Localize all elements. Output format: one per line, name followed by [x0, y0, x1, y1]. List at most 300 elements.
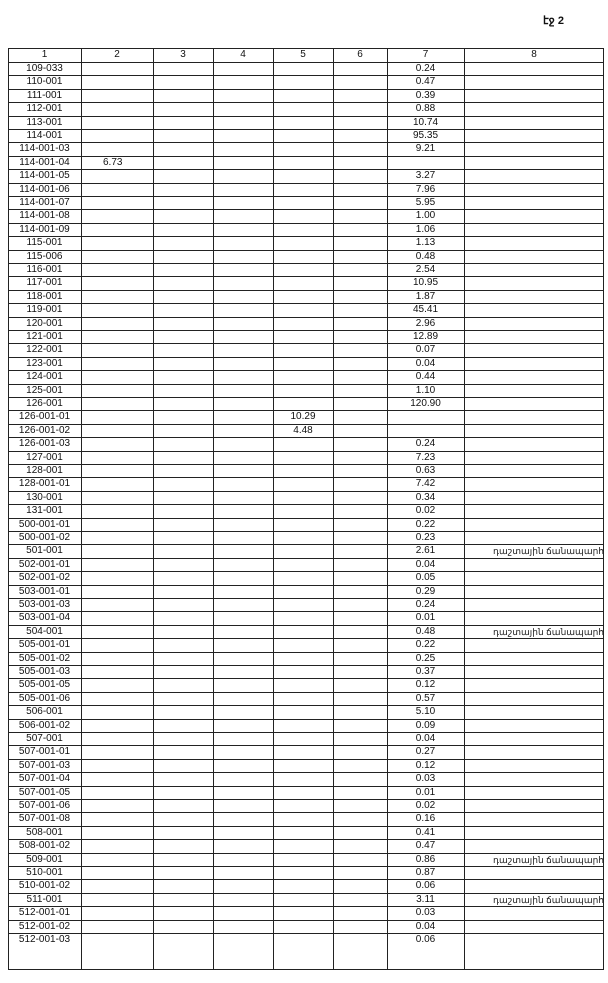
parcel-code-cell: 114-001-09: [19, 223, 70, 235]
land-note-cell: [464, 867, 604, 879]
parcel-code-cell: 500-001-02: [18, 532, 71, 543]
area-col5-cell: [273, 157, 333, 169]
land-note-cell: [464, 371, 604, 383]
land-note-cell: դաշտային ճանապարհ: [493, 854, 604, 865]
land-note-cell: [464, 572, 604, 584]
area-col2-cell: [81, 720, 153, 732]
parcel-code-cell: 114-001-05: [19, 170, 70, 182]
area-col7-cell: 9.21: [415, 143, 436, 155]
area-col5-cell: [273, 385, 333, 397]
area-col2-cell: [81, 532, 153, 544]
area-col7-cell: 0.12: [415, 679, 436, 691]
parcel-code-cell: 112-001: [26, 103, 63, 115]
parcel-code-cell: 501-001: [26, 545, 63, 557]
area-col2-cell: [81, 693, 153, 705]
land-note-cell: [464, 760, 604, 772]
table-row: [8, 598, 604, 611]
area-col7-cell: 0.88: [415, 103, 436, 115]
parcel-code-cell: 503-001-04: [18, 612, 71, 624]
area-col2-cell: [81, 572, 153, 584]
table-row: [8, 263, 604, 276]
area-col7-cell: 0.05: [415, 572, 436, 584]
area-col2-cell: [81, 840, 153, 852]
area-col7-cell: 0.24: [415, 599, 436, 610]
land-note-cell: [464, 478, 604, 490]
parcel-code-cell: 126-001: [26, 398, 63, 409]
area-col2-cell: [81, 184, 153, 196]
land-note-cell: [464, 639, 604, 651]
parcel-code-cell: 126-001-03: [18, 438, 71, 450]
area-col7-cell: 0.24: [415, 63, 436, 74]
parcel-code-cell: 113-001: [26, 116, 63, 128]
parcel-code-cell: 109-033: [26, 63, 63, 74]
parcel-code-cell: 512-001-03: [18, 934, 71, 945]
column-header-2: 2: [114, 49, 120, 60]
table-row: [8, 236, 604, 249]
table-row: [8, 893, 604, 906]
area-col5-cell: [273, 572, 333, 584]
land-note-cell: [464, 358, 604, 370]
parcel-code-cell: 119-001: [26, 304, 63, 316]
land-note-cell: [464, 157, 604, 169]
area-col5-cell: [273, 251, 333, 263]
column-header-8: 8: [531, 49, 537, 60]
table-row: [8, 89, 604, 102]
land-note-cell: [464, 210, 604, 222]
table-row: [8, 678, 604, 691]
area-col2-cell: [81, 237, 153, 249]
table-row: [8, 343, 604, 356]
parcel-code-cell: 507-001-06: [18, 800, 71, 811]
area-col2-cell: [81, 505, 153, 517]
area-col7-cell: 2.61: [415, 545, 436, 557]
table-row: [8, 652, 604, 665]
area-col7-cell: 0.04: [415, 558, 436, 570]
table-row: [8, 424, 604, 437]
area-col2-cell: [81, 291, 153, 303]
table-row: [8, 276, 604, 289]
area-col7-cell: 0.04: [415, 733, 436, 744]
area-col5-cell: [273, 331, 333, 343]
table-row: [8, 129, 604, 142]
land-note-cell: [464, 612, 604, 624]
table-row: [8, 330, 604, 343]
area-col5-cell: [273, 318, 333, 330]
area-col5-cell: [273, 117, 333, 129]
land-note-cell: [464, 398, 604, 410]
parcel-code-cell: 114-001-07: [19, 197, 70, 208]
area-col7-cell: 2.96: [415, 317, 436, 329]
table-row: [8, 853, 604, 866]
land-note-cell: [464, 237, 604, 249]
parcel-code-cell: 118-001: [26, 290, 63, 302]
table-row: [8, 437, 604, 450]
land-note-cell: [464, 813, 604, 825]
area-col5-cell: [273, 492, 333, 504]
table-row: [8, 759, 604, 772]
area-col5-cell: [273, 143, 333, 155]
table-row: [8, 196, 604, 209]
parcel-code-cell: 130-001: [26, 491, 63, 503]
parcel-code-cell: 512-001-01: [18, 907, 71, 919]
land-note-cell: [464, 76, 604, 88]
land-note-cell: [464, 184, 604, 196]
table-row: [8, 410, 604, 423]
area-col7-cell: 2.54: [415, 264, 436, 275]
area-col5-cell: [273, 237, 333, 249]
parcel-code-cell: 507-001-08: [18, 813, 71, 825]
area-col2-cell: [81, 813, 153, 825]
area-col2-cell: [81, 170, 153, 182]
column-header-3: 3: [180, 49, 186, 60]
land-note-cell: [464, 599, 604, 611]
land-note-cell: [464, 438, 604, 450]
area-col7-cell: 0.02: [415, 505, 436, 517]
area-col5-cell: [273, 787, 333, 799]
parcel-code-cell: 123-001: [26, 357, 63, 369]
land-note-cell: [464, 117, 604, 129]
area-col5-cell: [273, 344, 333, 356]
land-note-cell: [464, 800, 604, 812]
area-col2-cell: [81, 559, 153, 571]
table-row: [8, 491, 604, 504]
area-col2-cell: [81, 197, 153, 209]
area-col7-cell: 7.23: [415, 451, 436, 463]
area-col7-cell: 0.41: [415, 826, 436, 838]
area-col5-cell: [273, 264, 333, 276]
land-note-cell: [464, 532, 604, 544]
area-col7-cell: 0.22: [415, 518, 436, 530]
table-row: [8, 665, 604, 678]
land-note-cell: [464, 197, 604, 209]
parcel-code-cell: 510-001-02: [18, 880, 71, 892]
land-note-cell: [464, 733, 604, 745]
land-note-cell: [464, 130, 604, 142]
area-col7-cell: 7.96: [415, 183, 436, 195]
area-col7-cell: 0.01: [415, 612, 436, 624]
area-col5-cell: [273, 90, 333, 102]
area-col7-cell: 10.74: [412, 116, 439, 128]
parcel-code-cell: 505-001-01: [18, 639, 71, 651]
area-col5-cell: [273, 666, 333, 678]
land-note-cell: դաշտային ճանապարհ: [493, 546, 604, 557]
column-header-6: 6: [357, 49, 363, 60]
area-col5-cell: [273, 304, 333, 316]
table-row: [8, 142, 604, 155]
table-row: [8, 183, 604, 196]
land-note-cell: [464, 746, 604, 758]
page-number-label: էջ 2: [543, 15, 564, 27]
land-note-cell: [464, 224, 604, 236]
column-header-4: 4: [240, 49, 246, 60]
area-col2-cell: [81, 867, 153, 879]
area-col7-cell: 0.01: [415, 786, 436, 798]
area-col2-cell: [81, 800, 153, 812]
area-col7-cell: 0.27: [415, 746, 436, 758]
parcel-code-cell: 111-001: [26, 89, 63, 101]
area-col7-cell: 0.39: [415, 89, 436, 101]
area-col7-cell: 1.00: [415, 210, 436, 222]
table-row: [8, 772, 604, 785]
parcel-code-cell: 117-001: [26, 277, 63, 289]
table-row: [8, 250, 604, 263]
table-row: [8, 504, 604, 517]
land-note-cell: [464, 586, 604, 598]
land-note-cell: [464, 291, 604, 303]
table-row: [8, 558, 604, 571]
parcel-code-cell: 116-001: [26, 264, 63, 275]
table-row: [8, 705, 604, 718]
area-col2-cell: [81, 76, 153, 88]
area-col5-cell: [273, 545, 333, 557]
area-col7-cell: 1.13: [415, 237, 436, 249]
table-row: [8, 544, 604, 557]
area-col2-cell: [81, 331, 153, 343]
area-col5-cell: [273, 210, 333, 222]
area-col2-cell: [81, 773, 153, 785]
parcel-code-cell: 115-006: [26, 250, 63, 262]
area-col7-cell: 0.24: [415, 438, 436, 450]
area-col2-cell: [81, 438, 153, 450]
parcel-code-cell: 505-001-02: [18, 652, 71, 664]
area-col2-cell: [81, 130, 153, 142]
area-col5-cell: [273, 197, 333, 209]
parcel-code-cell: 114-001-06: [19, 183, 70, 195]
land-note-cell: [464, 385, 604, 397]
area-col2-cell: [81, 143, 153, 155]
parcel-code-cell: 114-001-03: [19, 143, 70, 155]
area-col5-cell: [273, 894, 333, 906]
parcel-code-cell: 126-001-01: [18, 411, 71, 423]
land-note-cell: [464, 773, 604, 785]
area-col2-cell: [81, 787, 153, 799]
land-note-cell: [464, 465, 604, 477]
land-note-cell: [464, 304, 604, 316]
area-col7-cell: 0.03: [415, 907, 436, 919]
land-note-cell: [464, 170, 604, 182]
area-col7-cell: 0.06: [415, 934, 436, 945]
column-header-5: 5: [300, 49, 306, 60]
area-col2-cell: [81, 304, 153, 316]
area-col5-cell: [273, 76, 333, 88]
area-col5-cell: [273, 170, 333, 182]
parcel-code-cell: 122-001: [26, 344, 63, 356]
area-col2-cell: [81, 224, 153, 236]
table-row: [8, 692, 604, 705]
land-note-cell: [464, 103, 604, 115]
area-col7-cell: 3.27: [415, 170, 436, 182]
land-note-cell: [464, 492, 604, 504]
land-note-cell: դաշտային ճանապարհ: [493, 894, 604, 905]
land-note-cell: [464, 331, 604, 343]
land-note-cell: [464, 505, 604, 517]
area-col5-cell: [273, 224, 333, 236]
table-row: [8, 169, 604, 182]
land-note-cell: [464, 425, 604, 437]
area-col5-cell: [273, 452, 333, 464]
parcel-code-cell: 503-001-03: [18, 599, 71, 610]
land-note-cell: [464, 452, 604, 464]
area-col7-cell: 1.10: [415, 384, 436, 396]
land-note-cell: [464, 90, 604, 102]
parcel-code-cell: 511-001: [26, 893, 63, 905]
column-header-7: 7: [422, 49, 429, 60]
area-col7-cell: 3.11: [416, 893, 435, 905]
area-col2-cell: [81, 519, 153, 531]
area-col2-cell: [81, 358, 153, 370]
area-col7-cell: [387, 425, 464, 437]
table-row: [8, 745, 604, 758]
parcel-code-cell: 505-001-03: [18, 666, 71, 677]
area-col5-cell: [273, 733, 333, 745]
area-col7-cell: 0.87: [415, 867, 436, 878]
table-row: [8, 879, 604, 892]
table-row: [8, 812, 604, 825]
area-col7-cell: 5.10: [415, 706, 436, 718]
area-col7-cell: 0.06: [415, 880, 436, 892]
area-col2-cell: [81, 318, 153, 330]
area-col7-cell: 0.03: [415, 773, 436, 785]
parcel-code-cell: 120-001: [26, 317, 63, 329]
table-row: [8, 906, 604, 919]
area-col5-cell: [273, 693, 333, 705]
area-col7-cell: 45.41: [412, 304, 439, 316]
area-col2-cell: [81, 626, 153, 638]
area-col2-cell: [81, 478, 153, 490]
area-col5-cell: [273, 907, 333, 919]
area-col7-cell: 0.47: [415, 840, 436, 852]
area-col2-cell: [81, 277, 153, 289]
area-col7-cell: 0.09: [415, 719, 436, 731]
table-row: [8, 62, 604, 75]
area-col2-cell: [81, 425, 153, 437]
area-col2-cell: [81, 344, 153, 356]
table-row: [8, 518, 604, 531]
table-row: [8, 370, 604, 383]
area-col5-cell: [273, 532, 333, 544]
area-col7-cell: 0.37: [415, 666, 436, 677]
parcel-code-cell: 504-001: [26, 625, 63, 637]
table-row: [8, 625, 604, 638]
area-col7-cell: 0.63: [415, 465, 436, 476]
parcel-code-cell: 506-001-02: [18, 719, 71, 731]
table-row: [8, 585, 604, 598]
area-col2-cell: [81, 586, 153, 598]
table-row: [8, 102, 604, 115]
parcel-code-cell: 500-001-01: [18, 518, 71, 530]
area-col7-cell: [387, 157, 464, 169]
table-row: [8, 920, 604, 933]
parcel-code-cell: 508-001: [26, 826, 63, 838]
area-col2-cell: [81, 894, 153, 906]
area-col5-cell: [273, 519, 333, 531]
area-col7-cell: 7.42: [415, 478, 436, 490]
parcel-code-cell: 502-001-02: [18, 572, 71, 584]
parcel-code-cell: 121-001: [26, 331, 63, 342]
parcel-code-cell: 509-001: [26, 853, 63, 865]
table-row: [8, 75, 604, 88]
area-col7-cell: 0.48: [415, 625, 436, 637]
area-col7-cell: 10.95: [412, 277, 439, 289]
area-col2-cell: [81, 653, 153, 665]
table-row: [8, 839, 604, 852]
land-note-cell: [464, 344, 604, 356]
area-col7-cell: 0.23: [415, 532, 436, 543]
area-col5-cell: [273, 827, 333, 839]
table-row: [8, 611, 604, 624]
area-col5-cell: [273, 746, 333, 758]
area-col2-cell: [81, 880, 153, 892]
area-col2-cell: [81, 90, 153, 102]
area-col2-cell: [81, 907, 153, 919]
area-col2-cell: [81, 63, 153, 75]
area-col2-cell: [81, 733, 153, 745]
area-col5-cell: [273, 934, 333, 946]
parcel-code-cell: 505-001-05: [18, 679, 71, 691]
land-note-cell: [464, 318, 604, 330]
land-note-cell: [464, 666, 604, 678]
area-col2-cell: [81, 385, 153, 397]
area-col5-cell: [273, 465, 333, 477]
area-col7-cell: [387, 411, 464, 423]
area-col5-cell: [273, 921, 333, 933]
table-row: [8, 866, 604, 879]
area-col2-cell: [81, 411, 153, 423]
table-row: [8, 571, 604, 584]
area-col5-cell: [273, 371, 333, 383]
parcel-code-cell: 114-001-04: [19, 156, 70, 168]
area-col5-cell: [273, 612, 333, 624]
parcel-code-cell: 128-001: [26, 465, 63, 476]
land-note-cell: [464, 519, 604, 531]
area-col5-cell: 10.29: [290, 411, 316, 423]
land-note-cell: [464, 787, 604, 799]
area-col5-cell: [273, 599, 333, 611]
area-col5-cell: [273, 760, 333, 772]
area-col2-cell: [81, 921, 153, 933]
area-col7-cell: 1.87: [415, 290, 436, 302]
area-col5-cell: [273, 103, 333, 115]
area-col2-cell: [81, 760, 153, 772]
area-col2-cell: [81, 599, 153, 611]
table-row: [8, 303, 604, 316]
area-col2-cell: [81, 934, 153, 946]
area-col2-cell: [81, 706, 153, 718]
land-note-cell: [464, 840, 604, 852]
parcel-code-cell: 114-001-08: [19, 210, 70, 222]
parcel-code-cell: 505-001-06: [18, 692, 71, 704]
area-col7-cell: 0.04: [415, 357, 436, 369]
land-note-cell: [464, 706, 604, 718]
area-col2-cell: [81, 746, 153, 758]
area-col2-cell: [81, 103, 153, 115]
area-col2-cell: [81, 492, 153, 504]
area-col7-cell: 12.89: [412, 331, 439, 342]
area-col5-cell: [273, 867, 333, 879]
parcel-code-cell: 507-001-05: [18, 786, 71, 798]
table-row: [8, 933, 604, 946]
table-row: [8, 156, 604, 169]
area-col5-cell: [273, 291, 333, 303]
area-col5-cell: [273, 586, 333, 598]
area-col2-cell: [81, 371, 153, 383]
table-row: [8, 464, 604, 477]
parcel-ledger-table: [8, 48, 604, 970]
area-col2-cell: [81, 679, 153, 691]
land-note-cell: [464, 934, 604, 946]
table-row: [8, 384, 604, 397]
land-note-cell: [464, 921, 604, 933]
